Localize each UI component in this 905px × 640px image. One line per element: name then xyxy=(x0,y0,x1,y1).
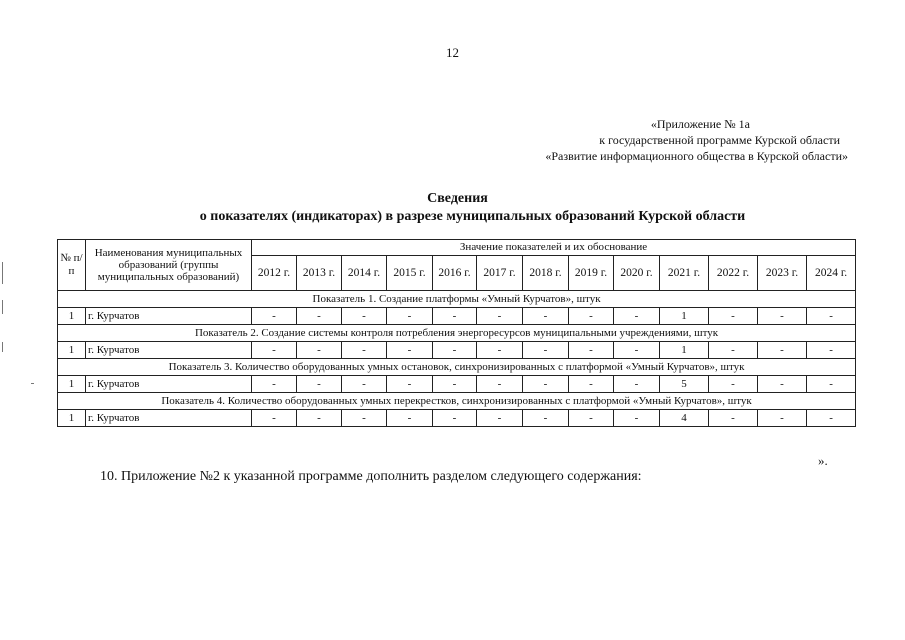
indicator-row xyxy=(58,291,856,308)
title-line-1: Сведения xyxy=(427,191,488,206)
value-cell: - xyxy=(387,410,433,427)
value-cell: - xyxy=(709,376,758,393)
value-cell: - xyxy=(807,410,856,427)
value-cell: - xyxy=(433,410,477,427)
scan-artifact xyxy=(2,300,3,314)
row-number: 1 xyxy=(58,342,86,359)
value-cell: - xyxy=(477,376,523,393)
value-cell: - xyxy=(569,308,614,325)
closing-quote: ». xyxy=(818,453,828,468)
year-header-cell: 2021 г. xyxy=(660,256,709,291)
value-cell: - xyxy=(297,308,342,325)
scan-artifact xyxy=(2,262,3,284)
year-header-cell: 2019 г. xyxy=(569,256,614,291)
indicator-row xyxy=(58,393,856,410)
value-cell: - xyxy=(342,376,387,393)
value-cell: - xyxy=(758,342,807,359)
year-header-cell: 2022 г. xyxy=(709,256,758,291)
value-cell: - xyxy=(709,308,758,325)
municipality-name: г. Курчатов xyxy=(86,410,252,427)
page-number: 12 xyxy=(446,45,459,60)
body-paragraph: 10. Приложение №2 к указанной программе дополнить разделом следующего содержания: xyxy=(100,469,642,484)
value-cell: - xyxy=(569,342,614,359)
header-values: Значение показателей и их обоснование xyxy=(252,240,856,256)
value-cell: - xyxy=(252,342,297,359)
year-header-cell: 2016 г. xyxy=(433,256,477,291)
value-cell: - xyxy=(433,342,477,359)
row-number: 1 xyxy=(58,376,86,393)
year-header-cell: 2023 г. xyxy=(758,256,807,291)
indicator-row xyxy=(58,325,856,342)
value-cell: - xyxy=(477,410,523,427)
value-cell: - xyxy=(569,410,614,427)
value-cell: 1 xyxy=(660,342,709,359)
table-body xyxy=(58,291,856,427)
indicators-table xyxy=(57,239,856,427)
title-line-2: о показателях (индикаторах) в разрезе муниципальных образований Курской области xyxy=(199,209,746,224)
document-title xyxy=(0,190,905,226)
indicator-title: Показатель 4. Количество оборудованных умных перекрестков, синхронизированных с платформой «Умный Курчатов», штук xyxy=(58,393,856,410)
value-cell: - xyxy=(342,342,387,359)
year-header-cell: 2012 г. xyxy=(252,256,297,291)
year-header-cell: 2018 г. xyxy=(523,256,569,291)
value-cell: - xyxy=(252,308,297,325)
year-header-cell: 2014 г. xyxy=(342,256,387,291)
value-cell: - xyxy=(252,376,297,393)
year-header-cell: 2024 г. xyxy=(807,256,856,291)
value-cell: - xyxy=(614,342,660,359)
value-cell: - xyxy=(387,308,433,325)
value-cell: - xyxy=(523,410,569,427)
appendix-line-3: «Развитие информационного общества в Курской области» xyxy=(545,149,848,163)
value-cell: 5 xyxy=(660,376,709,393)
row-number: 1 xyxy=(58,308,86,325)
table-header xyxy=(58,240,856,291)
indicator-title: Показатель 2. Создание системы контроля потребления энергоресурсов муниципальными учреждениями, штук xyxy=(58,325,856,342)
value-cell: - xyxy=(477,342,523,359)
indicator-title: Показатель 1. Создание платформы «Умный Курчатов», штук xyxy=(58,291,856,308)
year-header-cell: 2020 г. xyxy=(614,256,660,291)
value-cell: - xyxy=(709,342,758,359)
value-cell: - xyxy=(433,376,477,393)
year-header-cell: 2017 г. xyxy=(477,256,523,291)
value-cell: - xyxy=(342,308,387,325)
value-cell: - xyxy=(758,376,807,393)
value-cell: - xyxy=(569,376,614,393)
table-row xyxy=(58,342,856,359)
table-row xyxy=(58,376,856,393)
value-cell: 4 xyxy=(660,410,709,427)
municipality-name: г. Курчатов xyxy=(86,308,252,325)
value-cell: - xyxy=(614,376,660,393)
value-cell: - xyxy=(342,410,387,427)
table-row xyxy=(58,410,856,427)
appendix-line-2: к государственной программе Курской области xyxy=(599,133,840,147)
year-header-cell: 2013 г. xyxy=(297,256,342,291)
value-cell: - xyxy=(523,308,569,325)
value-cell: - xyxy=(709,410,758,427)
value-cell: - xyxy=(614,308,660,325)
municipality-name: г. Курчатов xyxy=(86,342,252,359)
value-cell: - xyxy=(614,410,660,427)
municipality-name: г. Курчатов xyxy=(86,376,252,393)
indicator-title: Показатель 3. Количество оборудованных умных остановок, синхронизированных с платформой «Умный Курчатов», штук xyxy=(58,359,856,376)
appendix-line-1: «Приложение № 1а xyxy=(650,117,750,131)
value-cell: - xyxy=(758,410,807,427)
value-cell: - xyxy=(297,410,342,427)
indicator-row xyxy=(58,359,856,376)
header-num: № п/п xyxy=(58,240,86,291)
value-cell: - xyxy=(252,410,297,427)
header-municipality: Наименования муниципальных образований (группы муниципальных образований) xyxy=(86,240,252,291)
value-cell: - xyxy=(387,342,433,359)
table-row xyxy=(58,308,856,325)
value-cell: - xyxy=(758,308,807,325)
value-cell: - xyxy=(523,376,569,393)
value-cell: - xyxy=(433,308,477,325)
year-header-cell: 2015 г. xyxy=(387,256,433,291)
scan-artifact xyxy=(2,342,3,352)
value-cell: - xyxy=(807,342,856,359)
value-cell: - xyxy=(297,342,342,359)
value-cell: 1 xyxy=(660,308,709,325)
value-cell: - xyxy=(807,308,856,325)
scan-artifact xyxy=(31,383,34,384)
row-number: 1 xyxy=(58,410,86,427)
value-cell: - xyxy=(297,376,342,393)
value-cell: - xyxy=(477,308,523,325)
value-cell: - xyxy=(807,376,856,393)
value-cell: - xyxy=(387,376,433,393)
value-cell: - xyxy=(523,342,569,359)
appendix-block xyxy=(545,116,848,164)
